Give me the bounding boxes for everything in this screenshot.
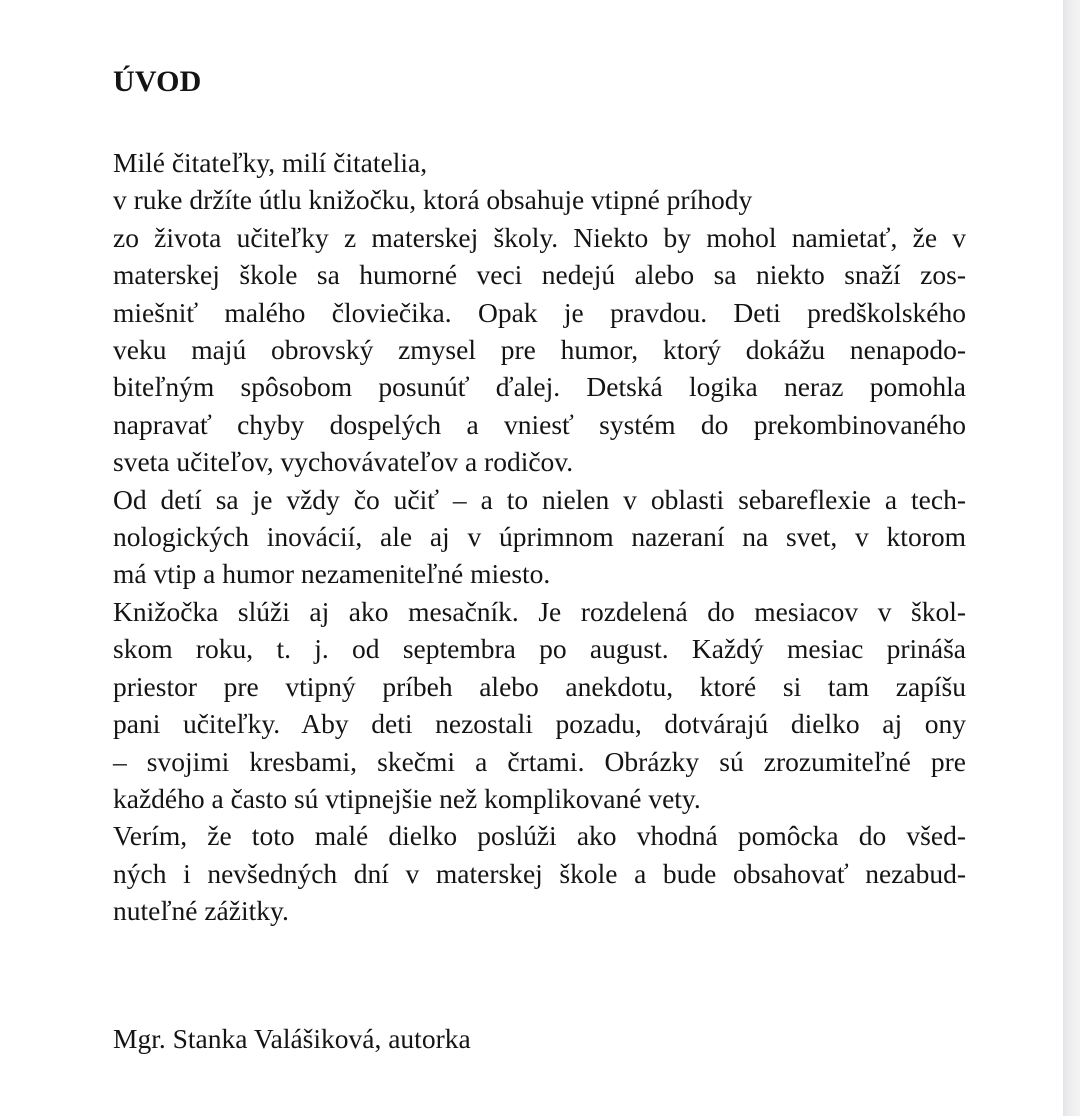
intro-text	[113, 144, 966, 930]
text-line: Milé čitateľky, milí čitatelia,	[113, 147, 428, 178]
text-line: zo života učiteľky z materskej školy. Niekto by mohol namietať, že v	[113, 221, 966, 253]
text-line: v ruke držíte útlu knižočku, ktorá obsahuje vtipné príhody	[113, 184, 753, 216]
text-line: Verím, že toto malé dielko poslúži ako vhodná pomôcka do všed-	[113, 820, 966, 852]
text-line: miešniť malého človiečika. Opak je pravdou. Deti predškolského	[113, 296, 966, 328]
text-line: nologických inovácií, ale aj v úprimnom nazeraní na svet, v ktorom	[113, 521, 966, 553]
text-line: – svojimi kresbami, skečmi a črtami. Obrázky sú zrozumiteľné pre	[113, 745, 966, 777]
text-line: pani učiteľky. Aby deti nezostali pozadu, dotvárajú dielko aj ony	[113, 708, 966, 740]
document-content	[113, 62, 966, 930]
text-line: Od detí sa je vždy čo učiť – a to nielen v oblasti sebareflexie a tech-	[113, 483, 966, 515]
page-title: ÚVOD	[113, 65, 202, 98]
text-line: sveta učiteľov, vychovávateľov a rodičov.	[113, 446, 574, 478]
text-line: má vtip a humor nezameniteľné miesto.	[113, 558, 551, 590]
text-line: priestor pre vtipný príbeh alebo anekdotu, ktoré si tam zapíšu	[113, 670, 966, 702]
text-line: veku majú obrovský zmysel pre humor, ktorý dokážu nenapodo-	[113, 334, 966, 366]
text-line: ných i nevšedných dní v materskej škole a bude obsahovať nezabud-	[113, 857, 966, 889]
page-edge-shadow	[1063, 0, 1080, 1116]
text-line: skom roku, t. j. od septembra po august. Každý mesiac prináša	[113, 633, 966, 665]
text-line: biteľným spôsobom posunúť ďalej. Detská logika neraz pomohla	[113, 371, 966, 403]
text-line: Knižočka slúži aj ako mesačník. Je rozdelená do mesiacov v škol-	[113, 595, 966, 627]
text-line: napravať chyby dospelých a vniesť systém do prekombinovaného	[113, 408, 966, 440]
text-line: materskej škole sa humorné veci nedejú alebo sa niekto snaží zos-	[113, 259, 966, 291]
author-signature: Mgr. Stanka Valášiková, autorka	[113, 1023, 471, 1054]
text-line: nuteľné zážitky.	[113, 895, 289, 927]
text-line: každého a často sú vtipnejšie než komplikované vety.	[113, 782, 701, 814]
